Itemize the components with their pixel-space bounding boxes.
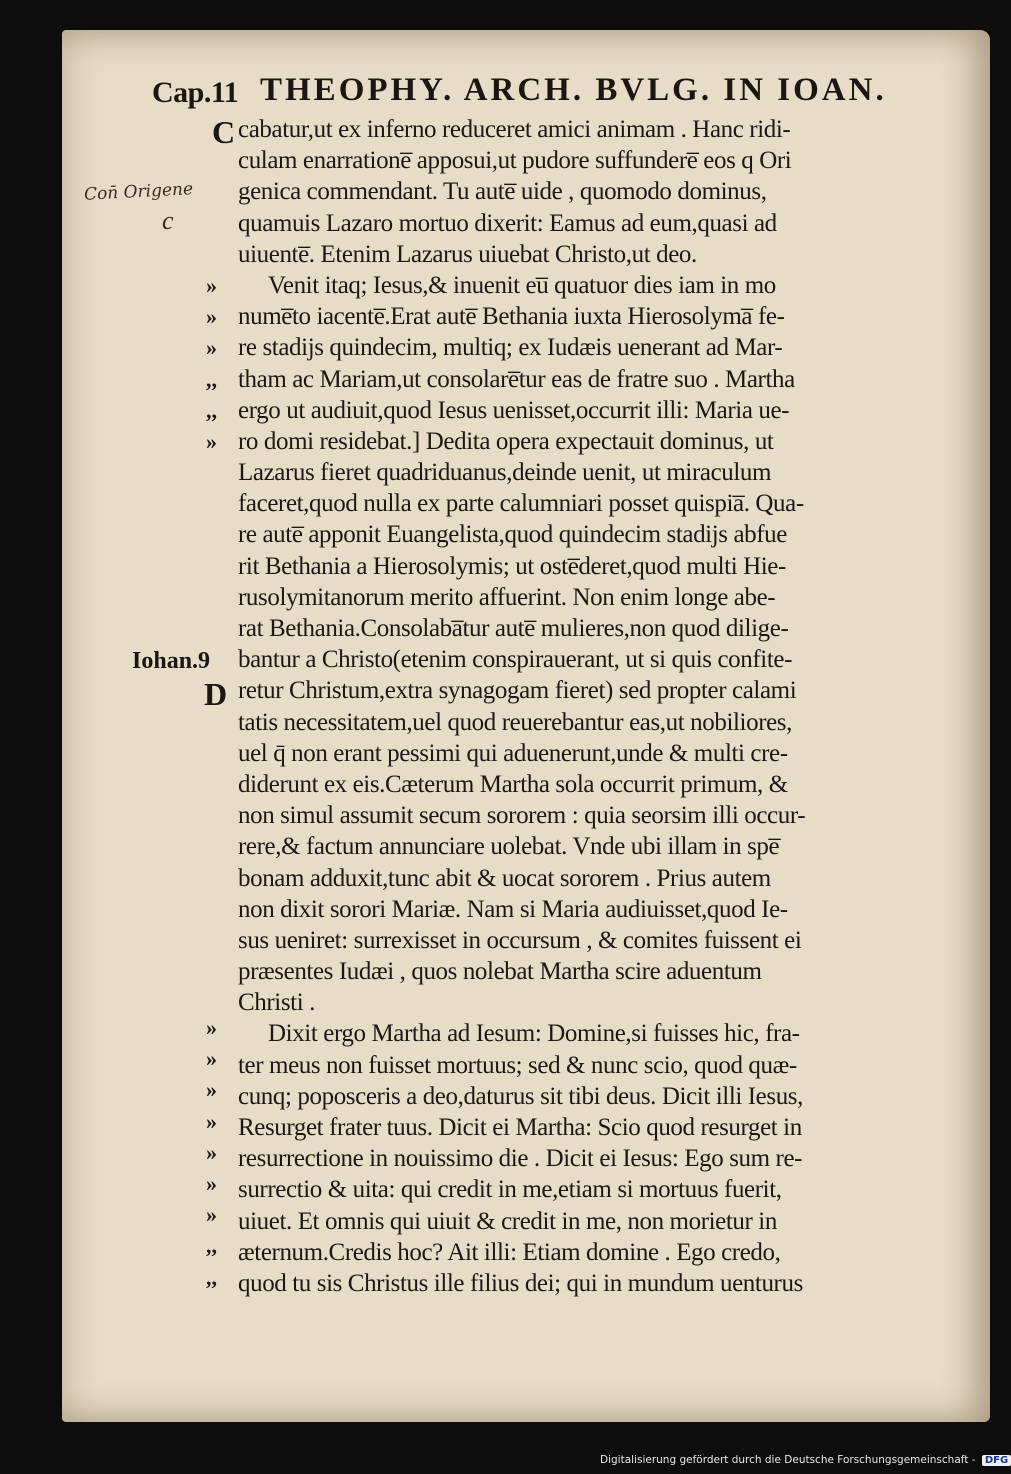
page-title: THEOPHY. ARCH. BVLG. IN IOAN. [260, 72, 887, 108]
handwritten-mark: c [162, 206, 174, 235]
text-line: surrectio & uita: qui credit in me,etiam si mortuus fuerit, [238, 1176, 782, 1204]
text-line: bonam adduxit,tunc abit & uocat sororem . Prius autem [238, 864, 771, 892]
quote-mark: » [206, 273, 217, 298]
body-text [238, 114, 934, 1299]
credit-text: Digitalisierung gefördert durch die Deutsche Forschungsgemeinschaft - [600, 1454, 976, 1466]
text-line: cabatur,ut ex inferno reduceret amici animam . Hanc ridi- [238, 116, 791, 143]
text-line: ro domi residebat.] Dedita opera expectauit dominus, ut [238, 427, 774, 455]
handwritten-annotation: Con̄ Origene [83, 179, 194, 205]
text-line: quod tu sis Christus ille filius dei; qui in mundum uenturus [238, 1269, 803, 1297]
text-line: Venit itaq; Iesus,& inuenit eu̅ quatuor dies iam in mo [268, 271, 776, 299]
quote-mark: » [206, 1170, 217, 1196]
text-line: tham ac Mariam,ut consolare̅tur eas de fratre suo . Martha [238, 365, 795, 393]
running-header [152, 70, 912, 114]
text-line: rat Bethania.Consolaba̅tur aute̅ mulieres,non quod dilige- [238, 615, 789, 642]
text-line: re stadijs quindecim, multiq; ex Iudæis uenerant ad Mar- [238, 334, 783, 362]
text-line: rusolymitanorum merito affuerint. Non enim longe abe- [238, 583, 776, 611]
quote-mark: » [206, 428, 217, 454]
quote-mark: ,, [206, 397, 217, 423]
text-line: ter meus non fuisset mortuus; sed & nunc scio, quod quæ- [238, 1051, 797, 1079]
quote-mark: » [206, 1202, 217, 1228]
text-line: uel q̄ non erant pessimi qui aduenerunt,unde & multi cre- [238, 739, 788, 767]
text-line: faceret,quod nulla ex parte calumniari posset quispia̅. Qua- [238, 490, 804, 518]
text-line: Resurget frater tuus. Dicit ei Martha: Scio quod resurget in [238, 1114, 802, 1141]
quote-mark: » [206, 1046, 217, 1072]
digitization-credit [600, 1454, 1009, 1470]
text-line: culam enarratione̅ apposui,ut pudore suffundere̅ eos q Ori [238, 147, 792, 175]
dfg-logo: DFG [982, 1455, 1011, 1466]
text-line: tatis necessitatem,uel quod reuerebantur eas,ut nobiliores, [238, 708, 792, 736]
text-line: Lazarus fieret quadriduanus,deinde uenit, ut miraculum [238, 459, 772, 487]
text-line: Dixit ergo Martha ad Iesum: Domine,si fuisses hic, fra- [268, 1020, 800, 1048]
text-line: retur Christum,extra synagogam fieret) sed propter calami [238, 677, 797, 705]
text-line: æternum.Credis hoc? Ait illi: Etiam domine . Ego credo, [238, 1238, 781, 1266]
text-line: rit Bethania a Hierosolymis; ut oste̅deret,quod multi Hie- [238, 552, 786, 580]
quote-mark: » [206, 1015, 217, 1040]
text-line: sus ueniret: surrexisset in occursum , & comites fuissent ei [238, 926, 802, 954]
quote-mark: » [206, 335, 217, 361]
quote-mark: ,, [206, 1233, 217, 1259]
text-line: ergo ut audiuit,quod Iesus uenisset,occurrit illi: Maria ue- [238, 396, 790, 424]
quote-mark: » [206, 1139, 217, 1165]
text-line: non dixit sorori Mariæ. Nam si Maria audiuisset,quod Ie- [238, 895, 788, 923]
quote-marks-bottom [206, 1012, 236, 1293]
quote-mark: ,, [206, 366, 217, 392]
text-line: rere,& factum annunciare uolebat. Vnde ubi illam in spe̅ [238, 833, 780, 861]
text-line: resurrectione in nouissimo die . Dicit ei Iesus: Ego sum re- [238, 1145, 803, 1173]
quote-mark: ,, [206, 1264, 217, 1290]
text-line: re aute̅ apponit Euangelista,quod quindecim stadijs abfue [238, 521, 787, 549]
chapter-label: Cap.11 [152, 76, 239, 109]
text-line: Christi . [238, 989, 315, 1017]
text-line: non simul assumit secum sororem : quia seorsim illi occur- [238, 802, 806, 830]
margin-reference: Iohan.9 [132, 648, 211, 674]
margin-section-letter-c: C [212, 114, 236, 150]
text-line: nume̅to iacente̅.Erat aute̅ Bethania iuxta Hierosolyma̅ fe- [238, 303, 785, 331]
text-line: uiuet. Et omnis qui uiuit & credit in me, non morietur in [238, 1207, 777, 1235]
quote-mark: » [206, 1108, 217, 1134]
text-line: uiuente̅. Etenim Lazarus uiuebat Christo,ut deo. [238, 240, 697, 268]
text-line: diderunt ex eis.Cæterum Martha sola occurrit primum, & [238, 770, 788, 798]
text-line: cunq; poposceris a deo,daturus sit tibi deus. Dicit illi Iesus, [238, 1082, 803, 1110]
text-line: quamuis Lazaro mortuo dixerit: Eamus ad eum,quasi ad [238, 209, 777, 237]
quote-mark: » [206, 1077, 217, 1103]
quote-mark: » [206, 304, 217, 330]
text-line: genica commendant. Tu aute̅ uide , quomodo dominus, [238, 178, 767, 206]
margin-section-letter-d: D [204, 676, 228, 712]
text-line: præsentes Iudæi , quos nolebat Martha scire aduentum [238, 958, 762, 986]
quote-marks-top [206, 270, 236, 457]
text-line: bantur a Christo(etenim conspirauerant, ut si quis confite- [238, 646, 793, 674]
